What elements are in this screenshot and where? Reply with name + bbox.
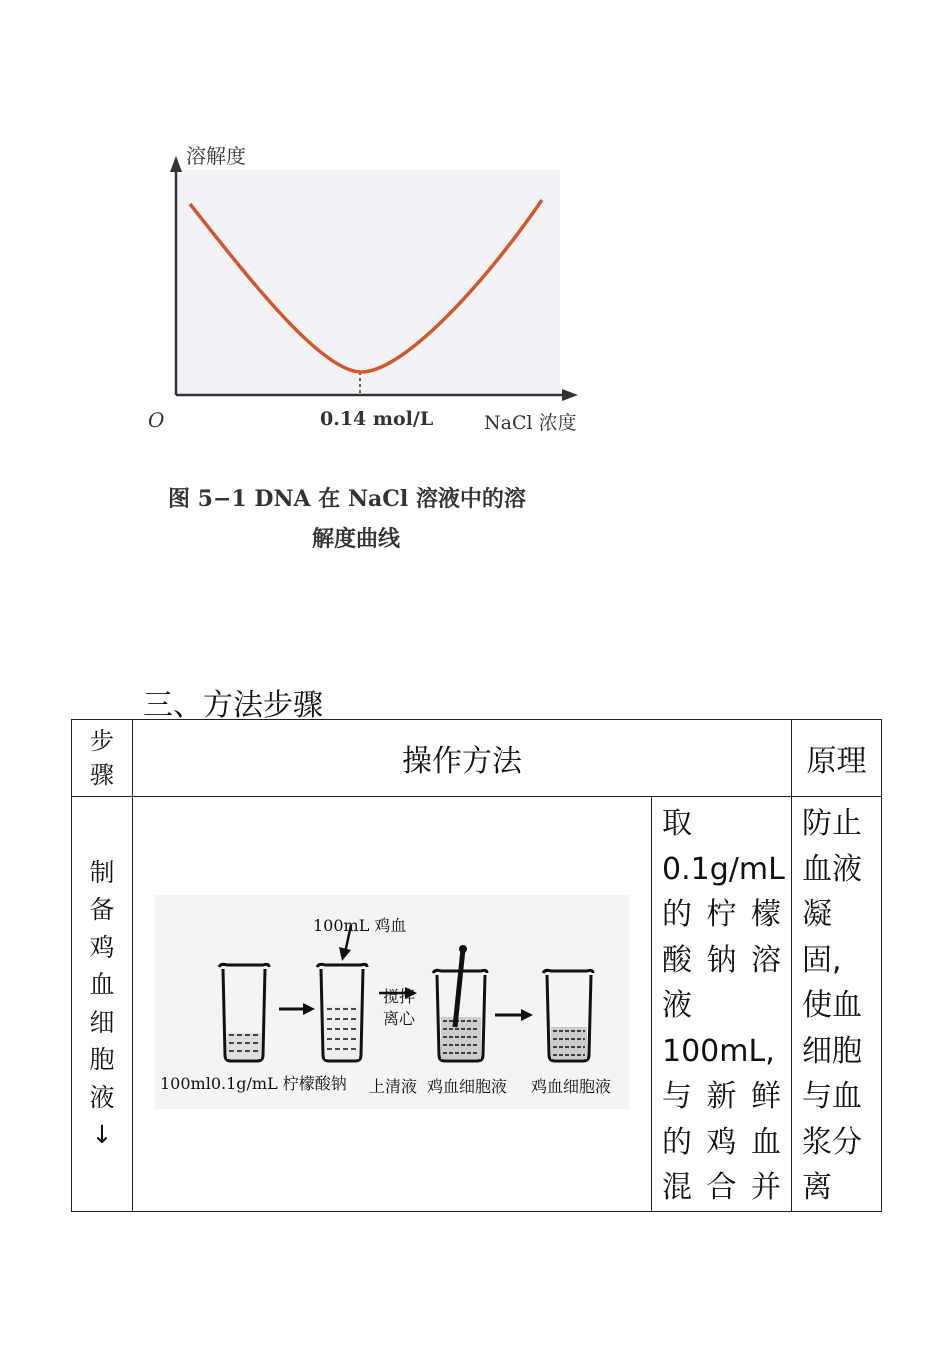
- origin-label: O: [148, 408, 165, 432]
- steps-table: [71, 719, 882, 1212]
- label-supernatant: 上清液: [369, 1076, 418, 1096]
- principle-line: 使血: [802, 988, 862, 1023]
- x-axis-label: NaCl 浓度: [484, 412, 577, 434]
- operation-line: 100mL,: [662, 1033, 775, 1069]
- solubility-figure: [140, 130, 610, 560]
- section-heading: 三、方法步骤: [143, 688, 323, 723]
- principle-line: 与血: [802, 1079, 862, 1114]
- header-operation: 操作方法: [133, 720, 792, 797]
- operation-line: 的 鸡 血: [662, 1124, 781, 1160]
- step-char: 鸡: [89, 932, 115, 962]
- diagram-cell: [133, 797, 652, 1212]
- step-char: 备: [89, 895, 115, 925]
- principle-line: 细胞: [802, 1033, 862, 1069]
- principle-line: 凝: [802, 897, 832, 932]
- principle-line: 浆分: [802, 1124, 862, 1160]
- operation-line: 酸 钠 溶: [662, 942, 781, 978]
- operation-line: 取: [662, 806, 692, 841]
- beaker-diagram: [133, 801, 652, 1207]
- minimum-tick-label: 0.14 mol/L: [320, 408, 434, 430]
- y-axis-label: 溶解度: [186, 144, 246, 168]
- plot-area: [176, 170, 560, 395]
- label-blood-cells: 鸡血细胞液: [427, 1076, 508, 1096]
- step-char: 细: [89, 1007, 115, 1037]
- principle-line: 离: [802, 1170, 832, 1205]
- x-axis-arrow: [562, 389, 578, 401]
- principle-line: 血液: [802, 851, 862, 887]
- step-char: 胞: [89, 1045, 115, 1075]
- operation-line: 混 合 并: [662, 1170, 781, 1205]
- header-step: [72, 720, 133, 797]
- step-name-cell: [72, 797, 133, 1212]
- y-axis-arrow: [170, 156, 182, 172]
- operation-line: 0.1g/mL: [662, 851, 785, 887]
- step-char: 制: [89, 857, 115, 887]
- operation-line: 与 新 鲜: [662, 1079, 781, 1114]
- label-citrate: 100ml0.1g/mL 柠檬酸钠: [160, 1073, 347, 1093]
- operation-line: 液: [662, 988, 692, 1023]
- table-header-row: [72, 720, 882, 797]
- step-char: 血: [89, 970, 115, 1000]
- header-step-char: 骤: [90, 761, 114, 789]
- principle-line: 防止: [802, 806, 862, 841]
- label-centrifuge: 离心: [383, 1008, 416, 1028]
- step-char: ↓: [91, 1120, 113, 1150]
- header-step-char: 步: [90, 727, 114, 755]
- principle-cell: [792, 797, 882, 1212]
- label-blood-cells: 鸡血细胞液: [531, 1076, 612, 1096]
- operation-text-cell: [652, 797, 792, 1212]
- label-chicken-blood: 100mL 鸡血: [313, 915, 407, 935]
- operation-line: 的 柠 檬: [662, 897, 781, 932]
- table-row: [72, 797, 882, 1212]
- step-char: 液: [89, 1082, 115, 1112]
- figure-caption-line1: 图 5−1 DNA 在 NaCl 溶液中的溶: [168, 486, 526, 512]
- figure-caption-line2: 解度曲线: [312, 526, 401, 552]
- header-principle: 原理: [792, 720, 882, 797]
- principle-line: 固,: [802, 942, 842, 978]
- label-stir: 搅拌: [383, 986, 416, 1006]
